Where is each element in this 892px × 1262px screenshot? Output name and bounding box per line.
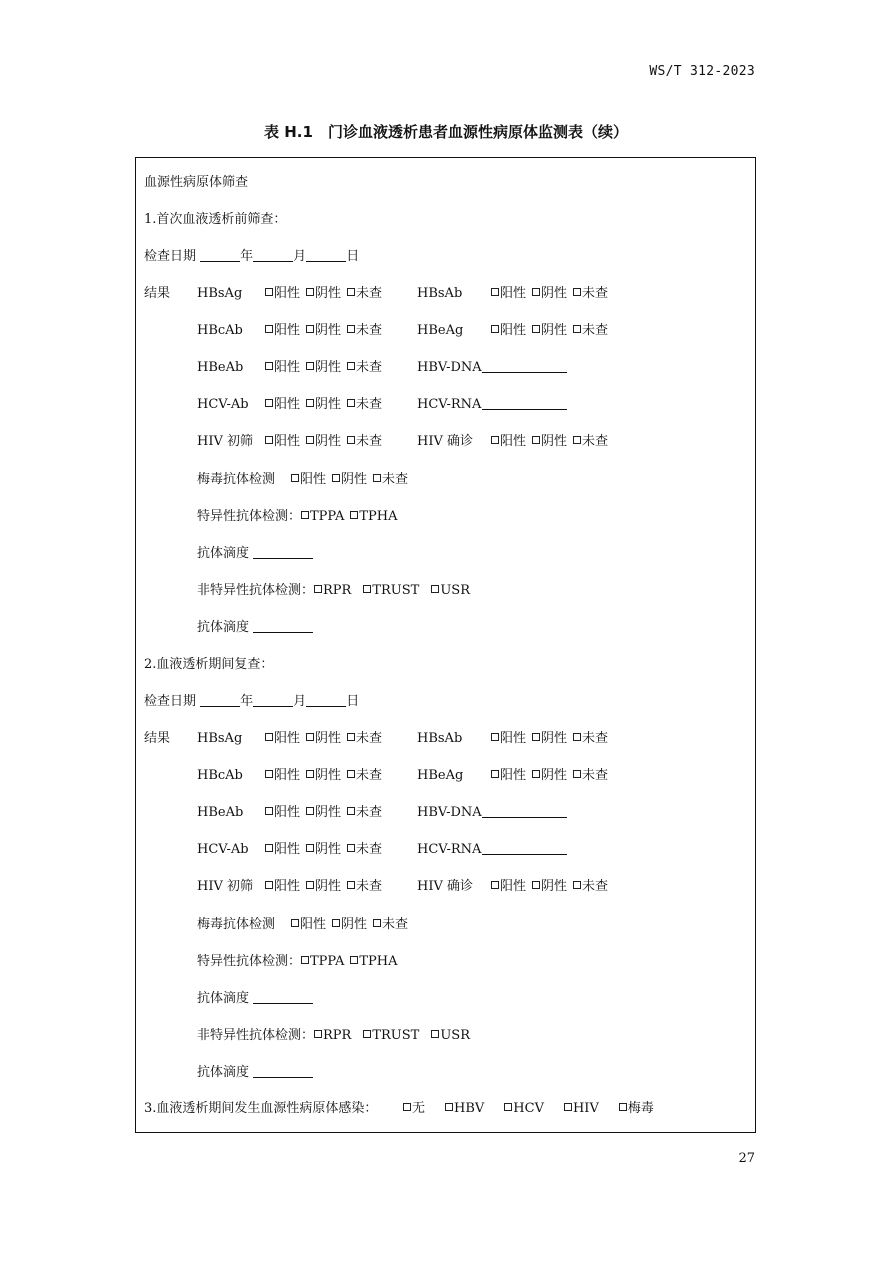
checkbox-label: 阴性 — [341, 471, 368, 487]
checkbox-square[interactable] — [347, 733, 355, 741]
checkbox-square[interactable] — [347, 288, 355, 296]
checkbox-square[interactable] — [314, 585, 322, 593]
checkbox-square[interactable] — [532, 436, 540, 444]
test-name: HBeAg — [417, 323, 464, 339]
checkbox-label: 阳性 — [500, 768, 527, 784]
checkbox-square[interactable] — [306, 844, 314, 852]
checkbox-square[interactable] — [350, 511, 358, 519]
checkbox-label: 阴性 — [315, 731, 342, 746]
result-label: 结果 — [144, 286, 171, 301]
part2-syphilis-negative-checkbox[interactable] — [332, 915, 367, 935]
checkbox-square[interactable] — [301, 511, 309, 519]
part1-left-4-negative-checkbox[interactable] — [306, 432, 341, 452]
part1-left-0-status-group — [265, 284, 388, 304]
checkbox-label: 阴性 — [315, 323, 342, 339]
antibody-titer-label: 抗体滴度 — [197, 990, 250, 1006]
checkbox-label: 阴性 — [315, 286, 342, 301]
checkbox-square[interactable] — [350, 956, 358, 964]
checkbox-square[interactable] — [403, 1103, 411, 1111]
part1-right-4-positive-checkbox[interactable] — [491, 432, 526, 452]
checkbox-label: 阴性 — [541, 768, 568, 784]
checkbox-square[interactable] — [564, 1103, 572, 1111]
checkbox-label: TPHA — [359, 508, 398, 524]
part1-right-0-positive-checkbox[interactable] — [491, 284, 526, 304]
checkbox-square[interactable] — [265, 807, 273, 815]
date-label: 检查日期 — [144, 249, 197, 264]
checkbox-square[interactable] — [573, 733, 581, 741]
checkbox-label: 未查 — [582, 768, 609, 784]
checkbox-square[interactable] — [306, 881, 314, 889]
checkbox-square[interactable] — [532, 288, 540, 296]
checkbox-square[interactable] — [265, 362, 273, 370]
part1-right-4-negative-checkbox[interactable] — [532, 432, 567, 452]
part2-left-4-status-group — [265, 877, 388, 897]
part1-left-3-status-group — [265, 395, 388, 415]
checkbox-label: 未查 — [356, 768, 383, 784]
part2-left-0-not-tested-checkbox[interactable] — [347, 729, 382, 749]
standard-code: WS/T 312-2023 — [649, 64, 755, 79]
part2-left-4-negative-checkbox[interactable] — [306, 877, 341, 897]
checkbox-square[interactable] — [619, 1103, 627, 1111]
part2-titer-field-2[interactable] — [253, 1063, 313, 1078]
checkbox-label: TPHA — [359, 953, 398, 969]
checkbox-square[interactable] — [265, 399, 273, 407]
checkbox-label: 阳性 — [274, 805, 301, 821]
checkbox-label: 未查 — [582, 323, 609, 339]
part1-nonspecific-checkbox[interactable] — [363, 581, 419, 601]
checkbox-square[interactable] — [363, 1030, 371, 1038]
part2-syphilis-status-group — [291, 915, 414, 935]
test-name: HBsAg — [197, 286, 243, 301]
part1-titer-field-2[interactable] — [253, 618, 313, 633]
checkbox-label: 未查 — [382, 916, 409, 932]
checkbox-square[interactable] — [347, 844, 355, 852]
checkbox-label: 阴性 — [541, 879, 568, 895]
checkbox-square[interactable] — [532, 325, 540, 333]
part2-right-4-negative-checkbox[interactable] — [532, 877, 567, 897]
checkbox-label: USR — [440, 1027, 470, 1043]
checkbox-label: 未查 — [356, 842, 383, 858]
checkbox-label: 未查 — [356, 805, 383, 821]
checkbox-label: USR — [440, 582, 470, 598]
part1-right-0-not-tested-checkbox[interactable] — [573, 284, 608, 304]
result-label: 结果 — [144, 731, 171, 746]
part1-left-4-positive-checkbox[interactable] — [265, 432, 300, 452]
checkbox-square[interactable] — [532, 881, 540, 889]
part1-left-2-status-group — [265, 358, 388, 378]
nonspecific-antibody-label: 非特异性抗体检测： — [197, 1027, 315, 1043]
checkbox-label: 阴性 — [315, 805, 342, 821]
checkbox-label: 阳性 — [300, 471, 327, 487]
test-name: HBeAb — [197, 360, 244, 376]
checkbox-square[interactable] — [332, 474, 340, 482]
checkbox-label: 阳性 — [274, 879, 301, 895]
part1-nonspecific-checkbox[interactable] — [431, 581, 470, 601]
syphilis-label: 梅毒抗体检测 — [197, 471, 276, 487]
checkbox-square[interactable] — [347, 362, 355, 370]
test-name: HIV 初筛 — [197, 879, 253, 895]
checkbox-square[interactable] — [347, 399, 355, 407]
checkbox-label: TPPA — [310, 508, 345, 524]
checkbox-label: HCV — [513, 1101, 544, 1116]
checkbox-square[interactable] — [504, 1103, 512, 1111]
part1-left-0-not-tested-checkbox[interactable] — [347, 284, 382, 304]
checkbox-square[interactable] — [347, 325, 355, 333]
part2-left-3-negative-checkbox[interactable] — [306, 840, 341, 860]
test-name: HCV-Ab — [197, 842, 249, 858]
infection-checkbox[interactable] — [504, 1099, 544, 1119]
checkbox-label: 阳性 — [274, 397, 301, 413]
checkbox-label: 阳性 — [274, 768, 301, 784]
part1-left-2-negative-checkbox[interactable] — [306, 358, 341, 378]
checkbox-label: 未查 — [382, 471, 409, 487]
part1-year-field[interactable] — [200, 247, 240, 262]
checkbox-square[interactable] — [306, 807, 314, 815]
part2-left-4-not-tested-checkbox[interactable] — [347, 877, 382, 897]
part1-titer-field-1[interactable] — [253, 544, 313, 559]
checkbox-square[interactable] — [265, 436, 273, 444]
antibody-titer-label: 抗体滴度 — [197, 545, 250, 561]
checkbox-square[interactable] — [445, 1103, 453, 1111]
checkbox-square[interactable] — [314, 1030, 322, 1038]
checkbox-square[interactable] — [306, 325, 314, 333]
part2-left-0-status-group — [265, 729, 388, 749]
part2-right-4-status-group — [491, 877, 614, 897]
part2-left-3-not-tested-checkbox[interactable] — [347, 840, 382, 860]
part2-left-0-negative-checkbox[interactable] — [306, 729, 341, 749]
infection-checkbox[interactable] — [445, 1099, 484, 1119]
part2-syphilis-not-tested-checkbox[interactable] — [373, 915, 408, 935]
date-label: 检查日期 — [144, 694, 197, 709]
test-name: HBcAb — [197, 768, 243, 784]
checkbox-square[interactable] — [373, 919, 381, 927]
specific-antibody-label: 特异性抗体检测： — [197, 953, 302, 969]
test-name: HBV-DNA — [417, 360, 482, 376]
checkbox-square[interactable] — [363, 585, 371, 593]
checkbox-label: HIV — [572, 1101, 599, 1116]
checkbox-square[interactable] — [491, 733, 499, 741]
part2-left-2-not-tested-checkbox[interactable] — [347, 803, 382, 823]
part1-left-3-negative-checkbox[interactable] — [306, 395, 341, 415]
checkbox-label: 阳性 — [300, 916, 327, 932]
checkbox-label: 阳性 — [274, 323, 301, 339]
part2-right-4-positive-checkbox[interactable] — [491, 877, 526, 897]
checkbox-square[interactable] — [431, 1030, 439, 1038]
part1-right-0-status-group — [491, 284, 614, 304]
checkbox-square[interactable] — [265, 288, 273, 296]
checkbox-label: 未查 — [356, 323, 383, 339]
syphilis-label: 梅毒抗体检测 — [197, 916, 276, 932]
checkbox-label: 阳性 — [274, 360, 301, 376]
part1-right-1-not-tested-checkbox[interactable] — [573, 321, 608, 341]
checkbox-square[interactable] — [573, 436, 581, 444]
part1-syphilis-status-group — [291, 470, 414, 490]
infection-checkbox[interactable] — [403, 1099, 425, 1119]
checkbox-label: TRUST — [372, 582, 420, 598]
part2-right-1-status-group — [491, 766, 614, 786]
part1-right-4-not-tested-checkbox[interactable] — [573, 432, 608, 452]
part1-syphilis-not-tested-checkbox[interactable] — [373, 470, 408, 490]
checkbox-square[interactable] — [491, 881, 499, 889]
antibody-titer-label: 抗体滴度 — [197, 619, 250, 635]
checkbox-label: 阴性 — [541, 286, 568, 301]
part1-left-3-positive-checkbox[interactable] — [265, 395, 300, 415]
part2-left-0-positive-checkbox[interactable] — [265, 729, 300, 749]
part1-right-4-status-group — [491, 432, 614, 452]
test-name: HIV 初筛 — [197, 434, 253, 450]
test-name: HCV-Ab — [197, 397, 249, 413]
part2-hcv-rna-field[interactable] — [482, 840, 567, 855]
checkbox-label: 阳性 — [500, 323, 527, 339]
part1-specific-checkbox[interactable] — [350, 507, 397, 527]
checkbox-label: 阳性 — [274, 842, 301, 858]
test-name: HBsAg — [197, 731, 243, 746]
page-number: 27 — [738, 1151, 755, 1166]
checkbox-square[interactable] — [347, 770, 355, 778]
checkbox-label: 阳性 — [500, 434, 527, 450]
part2-year-field[interactable] — [200, 692, 240, 707]
infection-checkbox[interactable] — [619, 1099, 654, 1119]
checkbox-label: 阴性 — [541, 434, 568, 450]
checkbox-square[interactable] — [573, 770, 581, 778]
part1-syphilis-positive-checkbox[interactable] — [291, 470, 326, 490]
checkbox-label: 未查 — [582, 731, 609, 746]
year-label: 年 — [240, 249, 254, 264]
part2-left-2-positive-checkbox[interactable] — [265, 803, 300, 823]
part2-left-2-status-group — [265, 803, 388, 823]
checkbox-label: RPR — [323, 582, 352, 598]
checkbox-label: 阴性 — [315, 879, 342, 895]
part2-syphilis-positive-checkbox[interactable] — [291, 915, 326, 935]
checkbox-square[interactable] — [265, 733, 273, 741]
checkbox-label: TPPA — [310, 953, 345, 969]
test-name: HIV 确诊 — [417, 434, 473, 450]
checkbox-square[interactable] — [491, 436, 499, 444]
part1-left-1-positive-checkbox[interactable] — [265, 321, 300, 341]
checkbox-square[interactable] — [332, 919, 340, 927]
part2-left-1-not-tested-checkbox[interactable] — [347, 766, 382, 786]
part1-left-4-status-group — [265, 432, 388, 452]
checkbox-square[interactable] — [265, 770, 273, 778]
part2-nonspecific-checkbox[interactable] — [431, 1026, 470, 1046]
checkbox-label: 阴性 — [541, 323, 568, 339]
checkbox-label: 阴性 — [315, 434, 342, 450]
checkbox-label: 阴性 — [341, 916, 368, 932]
checkbox-label: 未查 — [356, 397, 383, 413]
checkbox-label: RPR — [323, 1027, 352, 1043]
section-title: 血源性病原体筛查 — [144, 175, 249, 190]
part1-left-0-positive-checkbox[interactable] — [265, 284, 300, 304]
part1-left-2-not-tested-checkbox[interactable] — [347, 358, 382, 378]
day-label: 日 — [346, 249, 360, 264]
part1-specific-checkbox[interactable] — [301, 507, 344, 527]
part2-specific-checkbox[interactable] — [350, 952, 397, 972]
checkbox-label: 阳性 — [500, 879, 527, 895]
part2-left-1-status-group — [265, 766, 388, 786]
year-label: 年 — [240, 694, 254, 709]
part1-heading: 1.首次血液透析前筛查： — [144, 212, 287, 227]
part1-right-1-negative-checkbox[interactable] — [532, 321, 567, 341]
infection-checkbox[interactable] — [564, 1099, 599, 1119]
checkbox-square[interactable] — [491, 288, 499, 296]
part2-right-4-not-tested-checkbox[interactable] — [573, 877, 608, 897]
part2-left-3-positive-checkbox[interactable] — [265, 840, 300, 860]
day-label: 日 — [346, 694, 360, 709]
part2-left-1-negative-checkbox[interactable] — [306, 766, 341, 786]
part1-left-3-not-tested-checkbox[interactable] — [347, 395, 382, 415]
part1-hbv-dna-field[interactable] — [482, 358, 567, 373]
checkbox-square[interactable] — [347, 881, 355, 889]
table-title: 表 H.1 门诊血液透析患者血源性病原体监测表（续） — [264, 123, 628, 141]
part2-right-0-negative-checkbox[interactable] — [532, 729, 567, 749]
checkbox-square[interactable] — [265, 844, 273, 852]
nonspecific-antibody-label: 非特异性抗体检测： — [197, 582, 315, 598]
test-name: HBV-DNA — [417, 805, 482, 821]
checkbox-label: 未查 — [356, 286, 383, 301]
checkbox-label: HBV — [454, 1101, 485, 1116]
checkbox-square[interactable] — [306, 362, 314, 370]
checkbox-square[interactable] — [347, 436, 355, 444]
checkbox-label: 阳性 — [274, 731, 301, 746]
part3-heading: 3.血液透析期间发生血源性病原体感染： — [144, 1101, 378, 1116]
part1-left-0-negative-checkbox[interactable] — [306, 284, 341, 304]
test-name: HCV-RNA — [417, 397, 482, 413]
part2-heading: 2.血液透析期间复查： — [144, 657, 274, 672]
specific-antibody-label: 特异性抗体检测： — [197, 508, 302, 524]
checkbox-label: 阴性 — [541, 731, 568, 746]
part1-left-1-not-tested-checkbox[interactable] — [347, 321, 382, 341]
test-name: HIV 确诊 — [417, 879, 473, 895]
checkbox-square[interactable] — [306, 288, 314, 296]
part1-right-1-positive-checkbox[interactable] — [491, 321, 526, 341]
checkbox-square[interactable] — [573, 881, 581, 889]
checkbox-square[interactable] — [431, 585, 439, 593]
part2-left-2-negative-checkbox[interactable] — [306, 803, 341, 823]
part2-right-1-not-tested-checkbox[interactable] — [573, 766, 608, 786]
checkbox-label: 无 — [412, 1101, 426, 1116]
part1-nonspecific-checkbox[interactable] — [314, 581, 351, 601]
checkbox-label: 阴性 — [315, 842, 342, 858]
checkbox-label: 未查 — [356, 731, 383, 746]
checkbox-label: 未查 — [582, 434, 609, 450]
checkbox-square[interactable] — [573, 325, 581, 333]
part1-left-1-negative-checkbox[interactable] — [306, 321, 341, 341]
part1-month-field[interactable] — [253, 247, 293, 262]
part2-nonspecific-checkbox[interactable] — [363, 1026, 419, 1046]
test-name: HBsAb — [417, 286, 463, 301]
checkbox-square[interactable] — [347, 807, 355, 815]
part2-day-field[interactable] — [306, 692, 346, 707]
part1-left-2-positive-checkbox[interactable] — [265, 358, 300, 378]
month-label: 月 — [293, 249, 307, 264]
checkbox-square[interactable] — [532, 733, 540, 741]
checkbox-square[interactable] — [265, 881, 273, 889]
checkbox-label: 未查 — [582, 286, 609, 301]
checkbox-label: 阳性 — [274, 434, 301, 450]
part1-right-1-status-group — [491, 321, 614, 341]
part2-left-3-status-group — [265, 840, 388, 860]
test-name: HBsAb — [417, 731, 463, 746]
part1-syphilis-negative-checkbox[interactable] — [332, 470, 367, 490]
part2-month-field[interactable] — [253, 692, 293, 707]
checkbox-label: 未查 — [356, 434, 383, 450]
checkbox-square[interactable] — [291, 919, 299, 927]
checkbox-square[interactable] — [573, 288, 581, 296]
checkbox-label: 未查 — [356, 879, 383, 895]
checkbox-label: 未查 — [582, 879, 609, 895]
checkbox-label: 阴性 — [315, 768, 342, 784]
checkbox-square[interactable] — [491, 325, 499, 333]
part1-left-1-status-group — [265, 321, 388, 341]
part2-right-1-positive-checkbox[interactable] — [491, 766, 526, 786]
checkbox-label: 阴性 — [315, 397, 342, 413]
part2-titer-field-1[interactable] — [253, 989, 313, 1004]
part2-left-1-positive-checkbox[interactable] — [265, 766, 300, 786]
part2-right-0-status-group — [491, 729, 614, 749]
checkbox-square[interactable] — [306, 436, 314, 444]
checkbox-square[interactable] — [491, 770, 499, 778]
checkbox-square[interactable] — [265, 325, 273, 333]
part2-right-1-negative-checkbox[interactable] — [532, 766, 567, 786]
checkbox-label: 梅毒 — [627, 1101, 654, 1116]
test-name: HCV-RNA — [417, 842, 482, 858]
checkbox-square[interactable] — [301, 956, 309, 964]
part1-right-0-negative-checkbox[interactable] — [532, 284, 567, 304]
part2-nonspecific-checkbox[interactable] — [314, 1026, 351, 1046]
checkbox-label: 阴性 — [315, 360, 342, 376]
antibody-titer-label: 抗体滴度 — [197, 1064, 250, 1080]
month-label: 月 — [293, 694, 307, 709]
part2-left-4-positive-checkbox[interactable] — [265, 877, 300, 897]
checkbox-square[interactable] — [532, 770, 540, 778]
part2-right-0-positive-checkbox[interactable] — [491, 729, 526, 749]
infection-options — [403, 1099, 674, 1119]
test-name: HBeAg — [417, 768, 464, 784]
part1-day-field[interactable] — [306, 247, 346, 262]
checkbox-label: 阳性 — [500, 731, 527, 746]
test-name: HBcAb — [197, 323, 243, 339]
checkbox-label: TRUST — [372, 1027, 420, 1043]
checkbox-square[interactable] — [306, 733, 314, 741]
checkbox-square[interactable] — [306, 399, 314, 407]
part2-hbv-dna-field[interactable] — [482, 803, 567, 818]
checkbox-square[interactable] — [306, 770, 314, 778]
checkbox-label: 阳性 — [274, 286, 301, 301]
part1-hcv-rna-field[interactable] — [482, 395, 567, 410]
checkbox-square[interactable] — [373, 474, 381, 482]
part2-right-0-not-tested-checkbox[interactable] — [573, 729, 608, 749]
checkbox-square[interactable] — [291, 474, 299, 482]
test-name: HBeAb — [197, 805, 244, 821]
part1-left-4-not-tested-checkbox[interactable] — [347, 432, 382, 452]
checkbox-label: 未查 — [356, 360, 383, 376]
checkbox-label: 阳性 — [500, 286, 527, 301]
part2-specific-checkbox[interactable] — [301, 952, 344, 972]
